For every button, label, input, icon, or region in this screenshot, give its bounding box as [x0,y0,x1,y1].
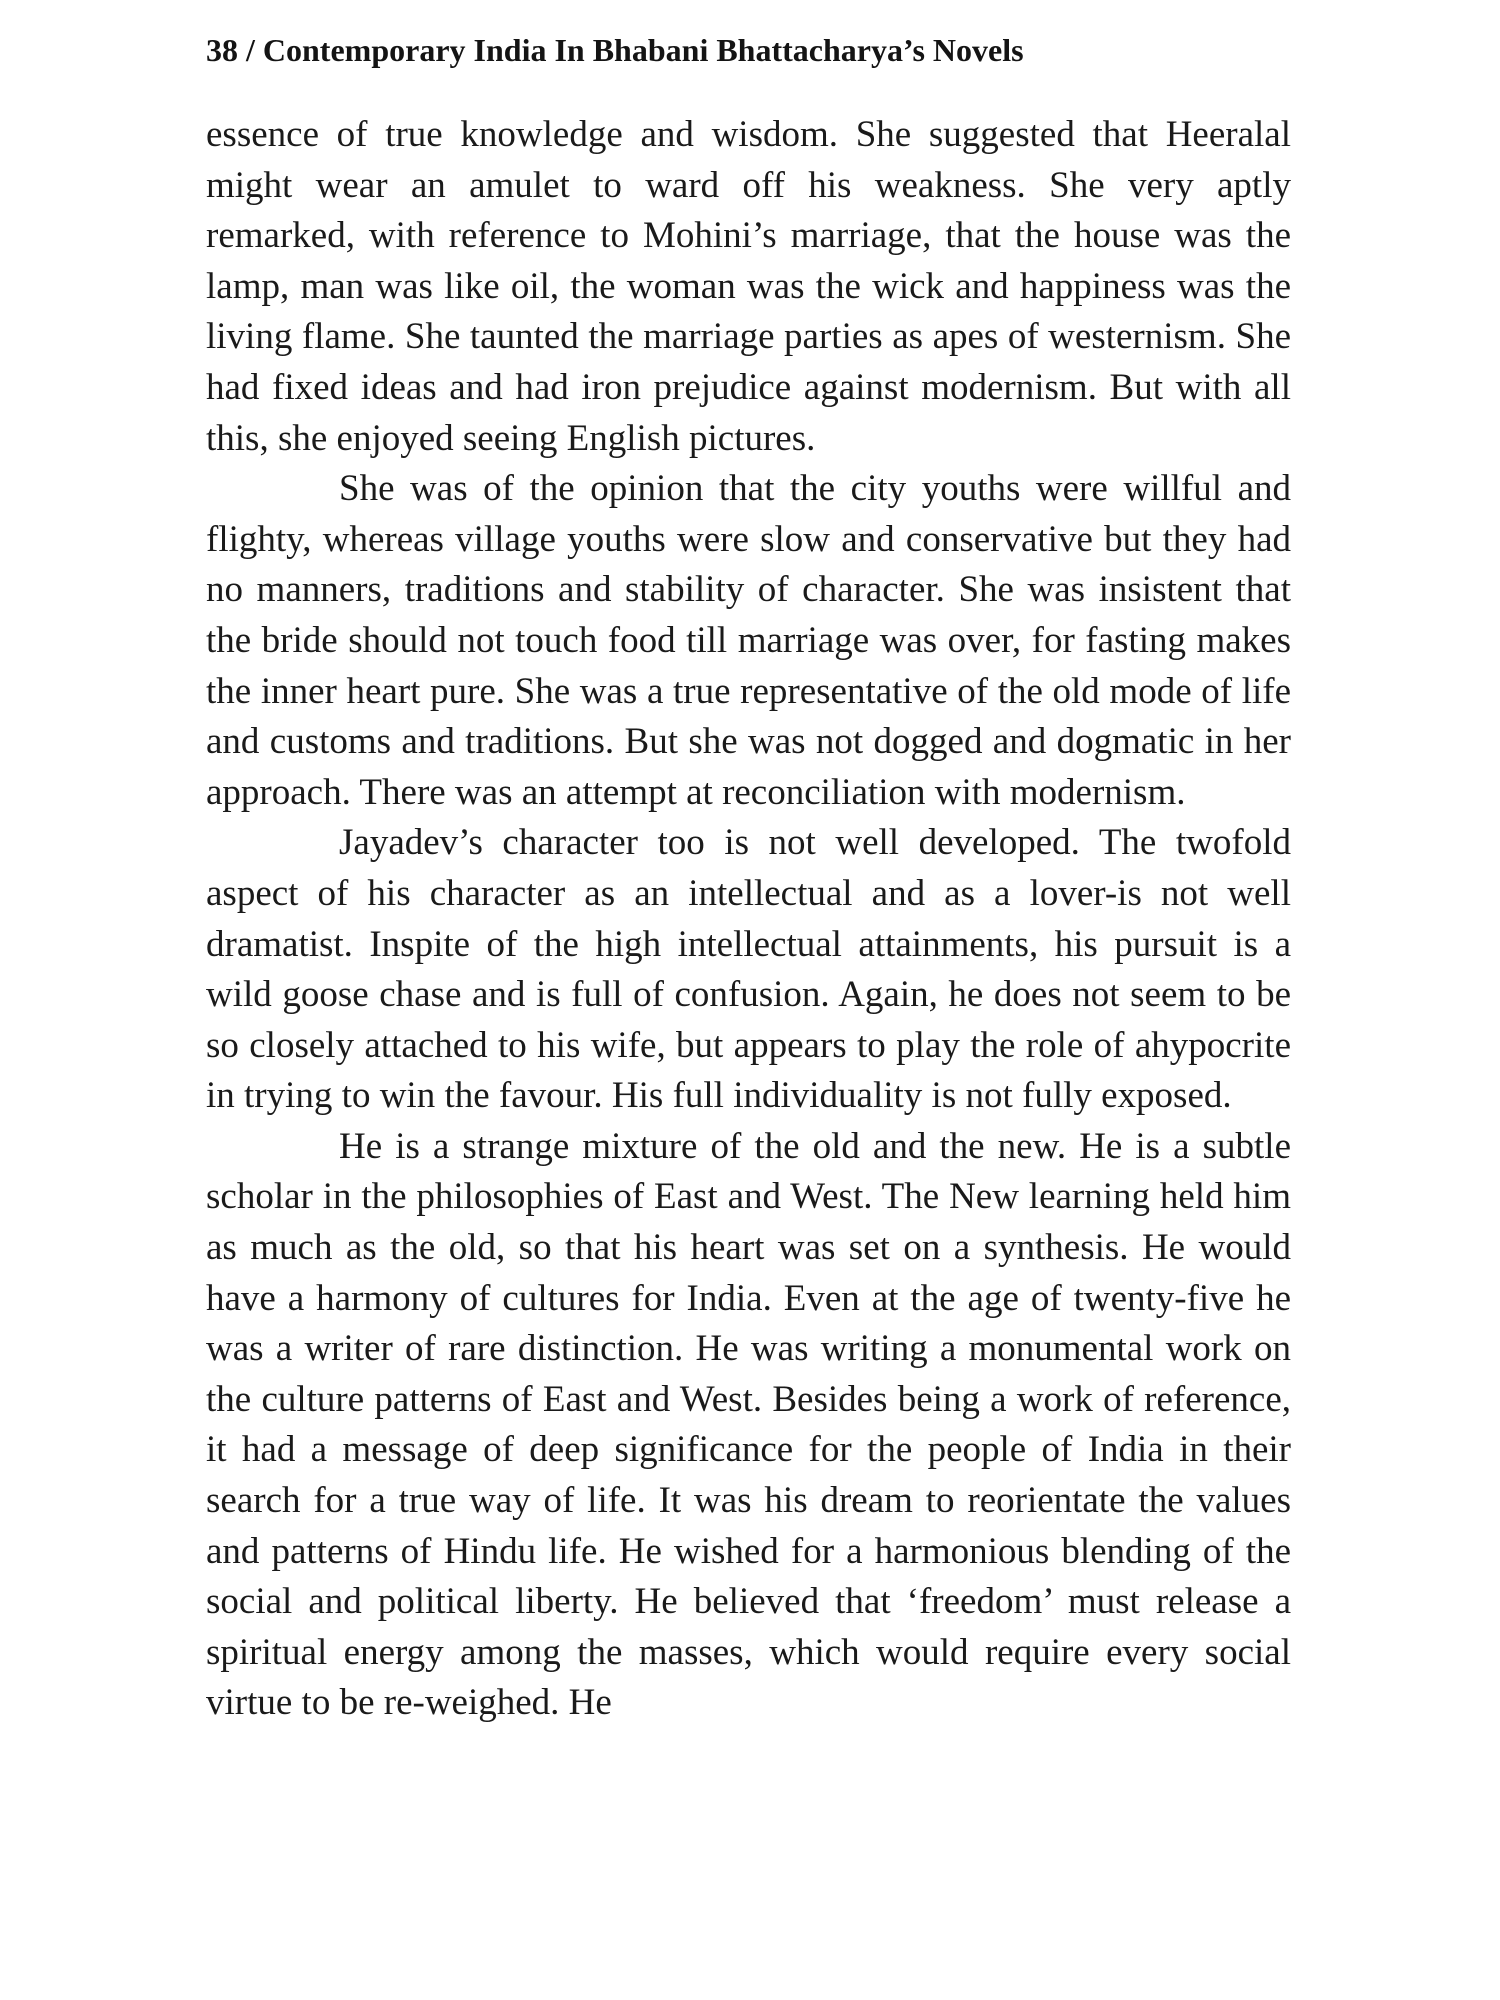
paragraph-1: essence of true knowledge and wisdom. She suggested that Heeralal might wear an amulet to ward off his weakness. She very aptly remarked, with reference to Mohini’s marriage, that the house was the lamp, man was like oil, the woman was the wick and happiness was the living flame. She taunted the marriage parties as apes of westernism. She had fixed ideas and had iron prejudice against modernism. But with all this, she enjoyed seeing English pictures. [206,114,1291,459]
body-text [206,110,1291,1729]
paragraph-3: Jayadev’s character too is not well developed. The twofold aspect of his character as an intellectual and as a lover-is not well dramatist. Inspite of the high intellectual attainments, his pursuit is a wild goose chase and is full of confusion. Again, he does not seem to be so closely attached to his wife, but appears to play the role of ahypocrite in trying to win the favour. His full individuality is not fully exposed. [206,822,1291,1117]
paragraph-4: He is a strange mixture of the old and the new. He is a subtle scholar in the philosophies of East and West. The New learning held him as much as the old, so that his heart was set on a synthesis. He would have a harmony of cultures for India. Even at the age of twenty-five he was a writer of rare distinction. He was writing a monumental work on the culture patterns of East and West. Besides being a work of reference, it had a message of deep significance for the people of India in their search for a true way of life. It was his dream to reorientate the values and patterns of Hindu life. He wished for a harmonious blending of the social and political liberty. He believed that ‘freedom’ must release a spiritual energy among the masses, which would require every social virtue to be re-weighed. He [206,1125,1291,1724]
page-number: 38 [206,32,238,68]
header-separator: / [238,32,263,68]
running-title: Contemporary India In Bhabani Bhattacharya’s Novels [262,32,1024,68]
running-header [206,28,1306,72]
paragraph-2: She was of the opinion that the city youths were willful and flighty, whereas village youths were slow and conservative but they had no manners, traditions and stability of character. She was insistent that the bride should not touch food till marriage was over, for fasting makes the inner heart pure. She was a true representative of the old mode of life and customs and traditions. But she was not dogged and dogmatic in her approach. There was an attempt at reconciliation with modernism. [206,468,1291,813]
